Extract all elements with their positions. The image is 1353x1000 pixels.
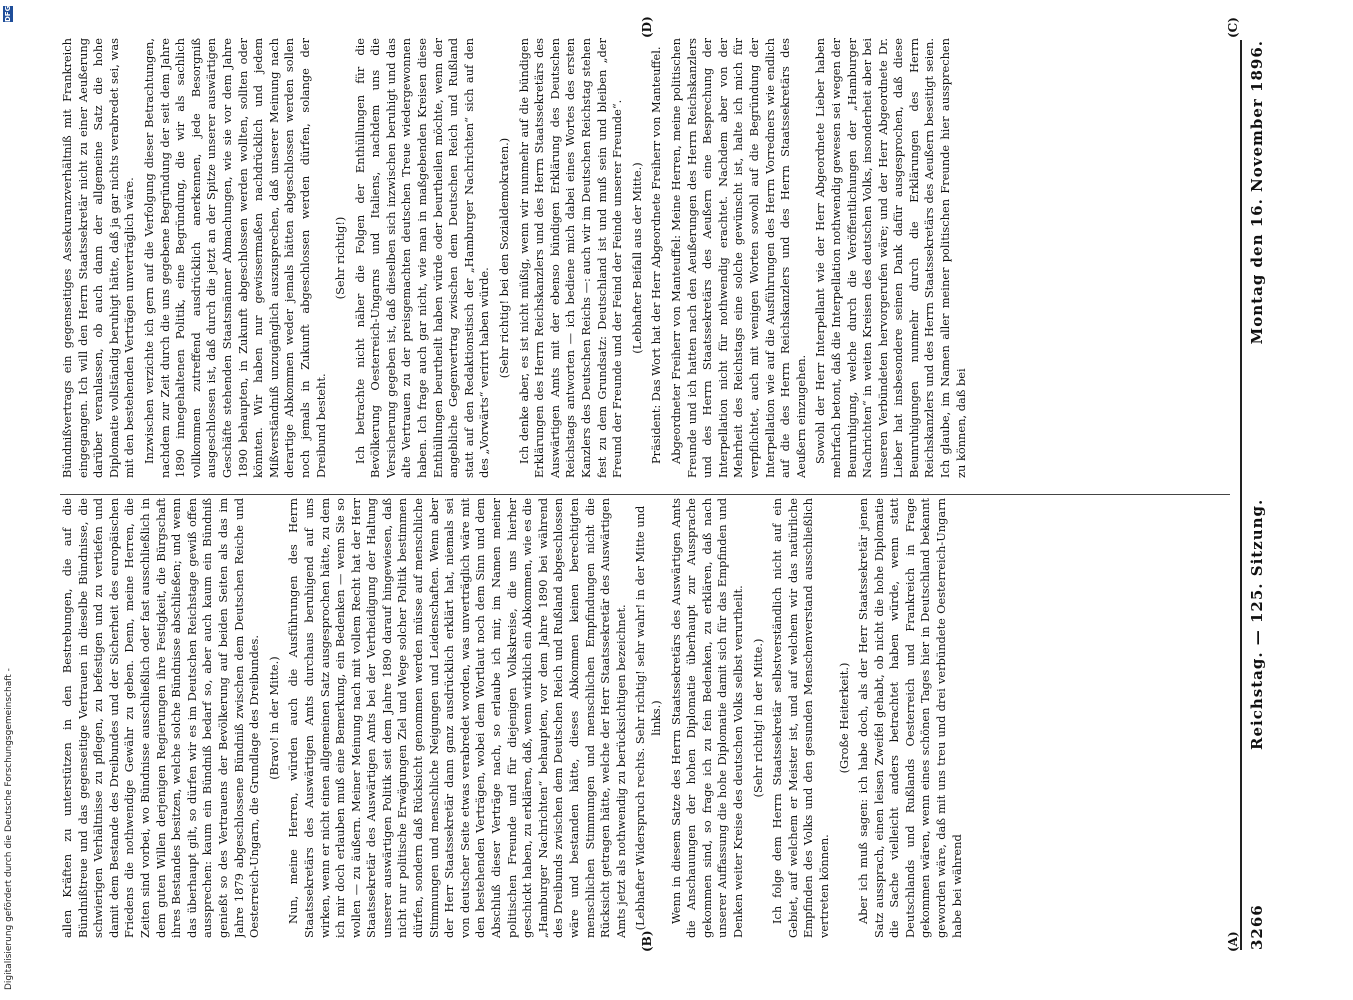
paragraph: allen Kräften zu unterstützen in den Bestrebungen, die auf die Bündnißtreue und das gegenseitige Vertrauen in dieselbe Bündnisse, die schwierigen Verhältnisse zu pflegen, zu befestigen und zu vertiefen und damit dem Bestande des Dreibundes und der Sicherheit des europäischen Friedens die nothwendige Gewähr zu geben. Denn, meine Herren, die Zeiten sind vorbei, wo Bündnisse ausschließlich oder fast ausschließlich in dem guten Willen derjenigen Regierungen ihre Festigkeit, die Bürgschaft ihres Bestandes besitzen, welche solche Bündnisse abschließen; und wenn das überhaupt gilt, so dürfen wir es im Deutschen Reichstage gewiß offen aussprechen: kaum ein Bündniß bedarf so, aber auch kaum ein Bündniß genießt so des Vertrauens der Bevölkerung auf beiden Seiten als das im Jahre 1879 abgeschlossene Bündniß zwischen dem Deutschen Reiche und Oesterreich-Ungarn, die Grundlage des Dreibundes. xyxy=(60,498,262,938)
remark: (Bravo! in der Mitte.) xyxy=(266,656,281,780)
page-header xyxy=(1248,40,1278,950)
paragraph: Sowohl der Herr Interpellant wie der Herr Abgeordnete Lieber haben mehrfach betont, daß die Interpellation nothwendig gewesen sei wegen der Beunruhigung, welche durch die Veröffentlichungen der „Hamburger Nachrichten“ in weiten Kreisen des deutschen Volks, insonderheit aber bei unseren Verbündeten hervorgerufen wäre; und der Herr Abgeordnete Dr. Lieber hat insbesondere seinen Dank dafür ausgesprochen, daß diese Beunruhigungen nunmehr durch die Erklärungen des Herrn Reichskanzlers und des Herrn Staatssekretärs des Aeußern beseitigt seien. Ich glaube, im Namen aller meiner politischen Freunde hier aussprechen zu können, daß bei xyxy=(813,38,968,478)
remark: (Große Heiterkeit.) xyxy=(836,662,851,774)
left-column xyxy=(60,498,1230,938)
paragraph: Abgeordneter Freiherr von Manteuffel: Meine Herren, meine politischen Freunde und ich hatten nach den Aeußerungen des Herrn Reichskanzlers und des Herrn Staatssekretärs des Aeußern eine Besprechung der Interpellation nicht für nothwendig erachtet. Nachdem aber von der Mehrheit des Reichstags eine solche gewünscht ist, halte ich mich für verpflichtet, auch mit wenigen Worten sowohl auf die Begründung der Interpellation wie auf die Ausführungen des Herrn Vorredners wie endlich auf die des Herrn Reichskanzlers und des Herrn Staatssekretärs des Aeußern einzugehen. xyxy=(668,38,808,478)
remark: (Sehr richtig! in der Mitte.) xyxy=(750,638,765,798)
page-title: Reichstag. — 125. Sitzung. xyxy=(1248,498,1266,750)
column-divider xyxy=(60,494,1230,495)
paragraph: Ich folge dem Herrn Staatssekretär selbstverständlich nicht auf ein Gebiet, auf welchem er Meister ist, und auf welchem wir das natürliche Empfinden des Volks und den gesunden Menschenverstand ausschließlich vertreten können. xyxy=(770,498,831,938)
margin-marker-d: (D) xyxy=(640,16,654,38)
paragraph: Präsident: Das Wort hat der Herr Abgeordnete Freiherr von Manteuffel. xyxy=(649,46,664,464)
paragraph: Nun, meine Herren, würden auch die Ausführungen des Herrn Staatssekretärs des Auswärtigen Amts durchaus beruhigend auf uns wirken, wenn er nicht einen allgemeinen Satz ausgesprochen hätte, zu dem ich mir doch erlauben muß eine Bemerkung, ein Bedenken — wenn Sie so wollen — zu äußern. Meiner Meinung nach mit vollem Recht hat der Herr Staatssekretär des Auswärtigen Amts bei der Vertheidigung der Haltung unserer auswärtigen Politik seit dem Jahre 1890 darauf hingewiesen, daß nicht nur politische Erwägungen Ziel und Wege solcher Politik bestimmen dürfen, sondern daß Rücksicht genommen werden müsse auf menschliche Stimmungen und menschliche Neigungen und Leidenschaften. Wenn aber der Herr Staatssekretär dann ganz ausdrücklich erklärt hat, niemals sei von deutscher Seite etwas verabredet worden, was unverträglich wäre mit den bestehenden Verträgen, wobei dem Wortlaut noch dem Sinn und dem Abschluß dieser Verträge nach, so erlaube ich mir, im Namen meiner politischen Freunde und für diejenigen Volkskreise, die uns hierher geschickt haben, zu erklären, daß, wenn wirklich ein Abkommen, wie es die „Hamburger Nachrichten“ behaupten, vor dem Jahre 1890 bei während des Dreibunds zwischen dem Deutschen Reich und Rußland abgeschlossen wäre und bestanden hätte, dieses Abkommen keinen berechtigten menschlichen Stimmungen und menschlichen Empfindungen nicht die Rücksicht getragen hätte, welche der Herr Staatssekretär des Auswärtigen Amts jetzt als nothwendig zu berücksichtigen bezeichnet. xyxy=(286,498,628,938)
paragraph: Ich betrachte nicht näher die Folgen der Enthüllungen für die Bevölkerung Oesterreich-Ungarns und Italiens, nachdem uns die Versicherung gegeben ist, daß dieselben sich inzwischen beruhigt und das alte Vertrauen zu der preisgemachten deutschen Treue wiedergewonnen haben. Ich frage auch gar nicht, wie man in maßgebenden Kreisen diese Enthüllungen beurtheilt haben würde oder beurtheilen möchte, wenn der angebliche Gegenvertrag zwischen dem Deutschen Reich und Rußland statt auf den Redaktionstisch der „Hamburger Nachrichten“ sich auf den des „Vorwärts“ verirrt haben würde. xyxy=(352,38,492,478)
margin-marker-b: (B) xyxy=(640,930,654,952)
paragraph: Inzwischen verzichte ich gern auf die Verfolgung dieser Betrachtungen, nachdem zur Zeit durch die uns gegebene Begründung der seit dem Jahre 1890 innegehaltenen Politik, eine Begründung, die wir als sachlich vollkommen zutreffend ausdrücklich anerkennen, jede Besorgniß ausgeschlossen ist, daß durch die jetzt an der Spitze unserer auswärtigen Geschäfte stehenden Staatsmänner Abmachungen, wie sie vor dem Jahre 1890 behaupten, in Zukunft abgeschlossen werden wollten, sollten oder könnten. Wir haben nur gewissermaßen nachdrücklich und jedem Mißverständniß unzugänglich auszusprechen, daß unserer Meinung nach derartige Abkommen weder jemals hätten abgeschlossen werden sollen noch jemals in Zukunft abgeschlossen werden dürfen, solange der Dreibund besteht. xyxy=(141,38,328,478)
remark: (Lebhafter Widerspruch rechts. Sehr richtig! sehr wahr! in der Mitte und links.) xyxy=(633,505,663,931)
dfg-logo-icon: DFG xyxy=(4,5,12,22)
paragraph: Wenn in diesem Satze des Herrn Staatssekretärs des Auswärtigen Amts die Anschauungen der hohen Diplomatie überhaupt zur Aussprache gekommen sind, so frage ich zu fein Bedenken, zu erklären, daß nach unserer Auffassung die hohe Diplomatie damit sich für das Empfinden und Denken weiter Kreise des deutschen Volks selbst verurtheilt. xyxy=(668,498,745,938)
header-rule xyxy=(1240,40,1242,950)
digitization-credit xyxy=(0,0,22,1000)
paragraph: Bündnißvertrags ein gegenseitiges Assekuranzverhältniß mit Frankreich eingegangen. Ich will den Herrn Staatssekretär nicht zu einer Aeußerung darüber veranlassen, ob auch dann der allgemeine Satz die hohe Diplomatie vollständig beruhigt hätte, daß ja gar nichts verabredet sei, was mit den bestehenden Verträgen unverträglich wäre. xyxy=(60,38,137,478)
remark: (Lebhafter Beifall aus der Mitte.) xyxy=(629,162,644,354)
page-number: 3266 xyxy=(1248,904,1266,950)
page-date: Montag den 16. November 1896. xyxy=(1248,40,1266,345)
remark: (Sehr richtig!) xyxy=(333,216,348,300)
margin-marker-a: (A) xyxy=(1226,931,1240,952)
paragraph: Ich denke aber, es ist nicht müßig, wenn wir nunmehr auf die bündigen Erklärungen des Herrn Reichskanzlers und des Herrn Staatssekretärs des Auswärtigen Amts mit der ebenso bündigen Erklärung des Deutschen Reichstags antworten — ich bediene mich dabei eines Wortes des ersten Kanzlers des Deutschen Reichs —: auch wir im Deutschen Reichstag stehen fest zu dem Grundsatz: Deutschland ist und muß sein und bleiben „der Freund der Freunde und der Feind der Feinde unserer Freunde“. xyxy=(516,38,625,478)
credit-text: Digitalisierung gefördert durch die Deutsche Forschungsgemeinschaft - xyxy=(4,668,14,990)
margin-marker-c: (C) xyxy=(1226,17,1240,38)
right-column xyxy=(60,38,1230,478)
remark: (Sehr richtig! bei den Sozialdemokraten.) xyxy=(497,137,512,379)
paragraph: Aber ich muß sagen: ich habe doch, als der Herr Staatssekretär jenen Satz aussprach, einen leisen Zweifel gehabt, ob nicht die hohe Diplomatie die Sache vielleicht anders betrachtet haben würde, wenn statt Deutschlands und Rußlands Oesterreich und Frankreich in Frage gekommen wären, wenn eines schönen Tages hier in Deutschland bekannt geworden wäre, daß mit uns treu und drei verbündete Oesterreich-Ungarn habe bei während xyxy=(856,498,964,938)
